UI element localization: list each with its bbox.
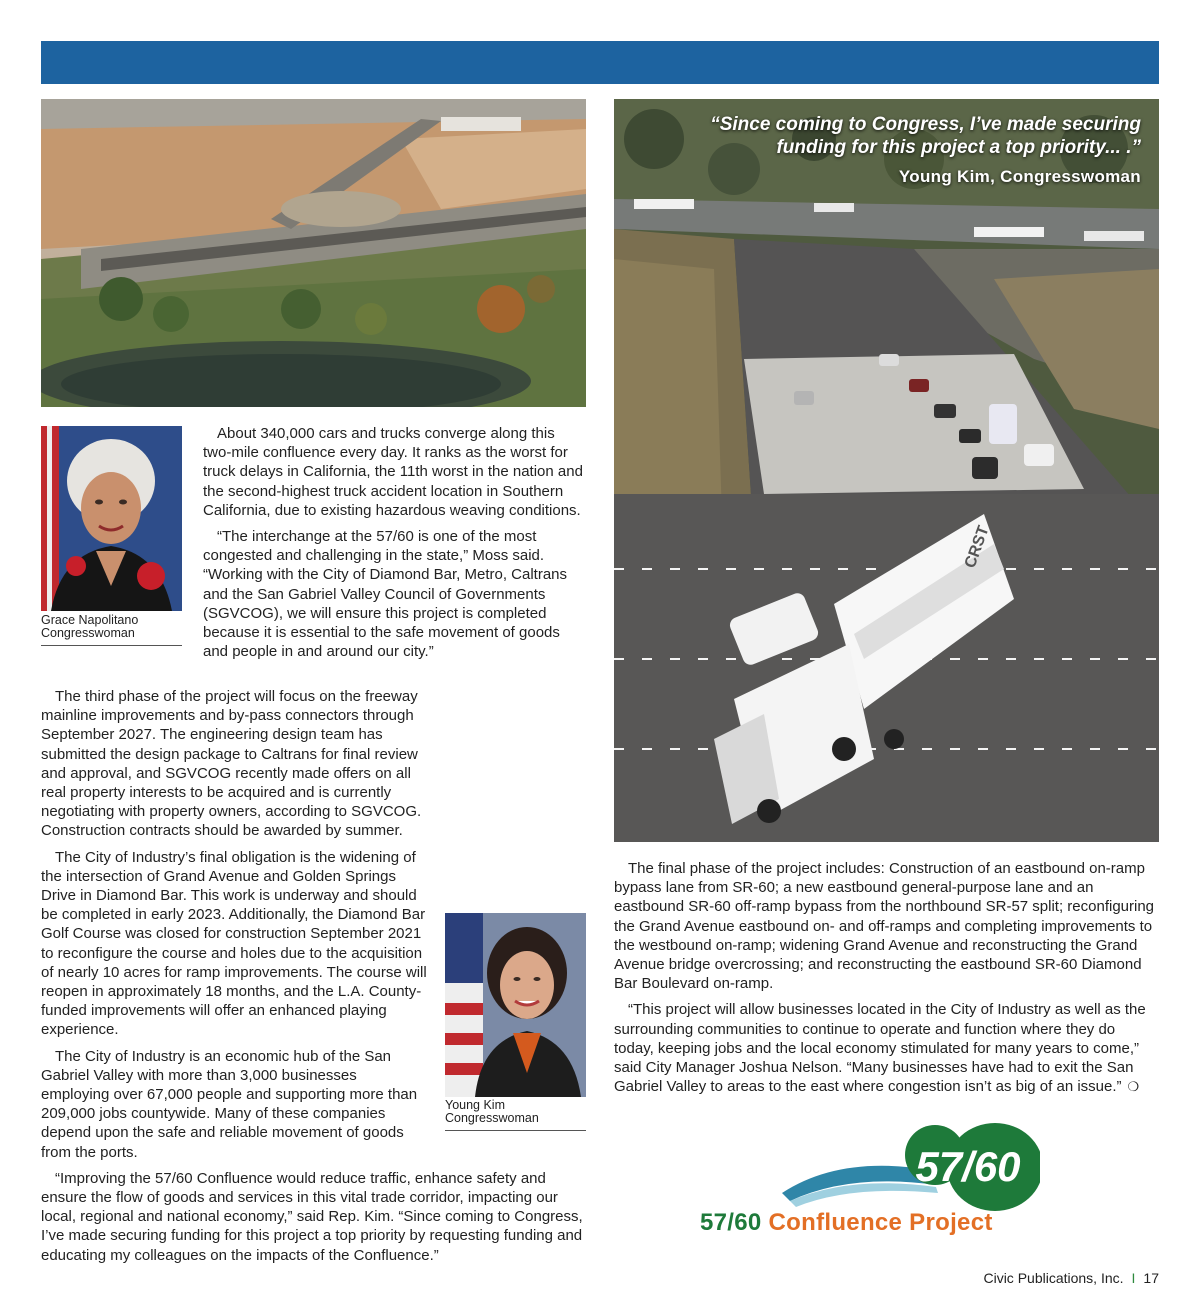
intersection-truck-photo [614, 99, 1159, 842]
left-column-bottom [41, 687, 586, 1265]
logo-title-text: Confluence Project [768, 1209, 993, 1236]
body-paragraph: “Improving the 57/60 Confluence would reduce traffic, enhance safety and ensure the flow of goods and services in this vital trade corridor, impacting our local, regional and national economy,” said Rep. Kim. “Since coming to Congress, I’ve made securing funding for this project a top priority by requesting funding and educating my colleagues on the impacts of the Confluence.” [41, 1169, 583, 1264]
caption-young-name: Young Kim [445, 1098, 505, 1112]
page-footer [983, 1270, 1159, 1286]
body-paragraph: The third phase of the project will focus on the freeway mainline improvements and by-pass connectors through September 2027. The engineering design team has submitted the design package to Caltrans for final review and approval, and SGVCOG recently made offers on all real property interests to be acquired and is currently negotiating with property owners, according to SGVCOG. Construction contracts should be awarded by summer. [41, 688, 422, 840]
body-paragraph: The City of Industry’s final obligation is the widening of the intersection of Grand Avenue and Golden Springs Drive in Diamond Bar. This work is underway and should be completed in early 2023. Additionally, the Diamond Bar Golf Course was closed for construction September 2021 to reconfigure the course and holes due to the acquisition of nearly 10 acres for ramp improvements. The course will reopen in approximately 18 months, and the L.A. County-funded improvements will offer an enhanced playing experience. [41, 848, 427, 1039]
left-column-top [41, 424, 586, 661]
header-bar [41, 41, 1159, 84]
caption-grace-title: Congresswoman [41, 626, 135, 640]
body-paragraph-final [614, 1000, 1159, 1096]
pull-quote-text: “Since coming to Congress, I’ve made securing funding for this project a top priority... .” [710, 114, 1141, 158]
pull-quote-attribution: Young Kim, Congresswoman [898, 167, 1141, 186]
aerial-interchange-photo [41, 99, 586, 407]
right-column [614, 859, 1159, 1096]
caption-young-title: Congresswoman [445, 1111, 539, 1125]
logo-title [700, 1209, 993, 1237]
truck-label: CRST [961, 523, 993, 571]
footer-separator: I [1131, 1270, 1136, 1286]
body-paragraph: The City of Industry is an economic hub of the San Gabriel Valley with more than 3,000 businesses employing over 67,000 people and supporting more than 209,000 jobs countywide. Many of these companies depend upon the safe and reliable movement of goods from the ports. [41, 1047, 418, 1161]
body-paragraph-text: “This project will allow businesses located in the City of Industry as well as the surrounding communities to continue to operate and function where they do today, keeping jobs and the local economy stimulated for many years to come,” said City Manager Joshua Nelson. “Many businesses have had to exit the San Gabriel Valley to areas to the east where congestion isn’t as big of an issue.” [614, 1001, 1146, 1096]
body-paragraph: “The interchange at the 57/60 is one of the most congested and challenging in the state,” Moss said. “Working with the City of Diamond Bar, Metro, Caltrans and the San Gabriel Valley Council of Governments (SGVCOG), we will ensure this project is completed because it is essential to the safe movement of goods and people in and around our city.” [203, 528, 568, 661]
body-paragraph: The final phase of the project includes: Construction of an eastbound on-ramp bypass lane from SR-60; a new eastbound general-purpose lane and an eastbound SR-60 off-ramp bypass from the northbound SR-57 split; reconfiguring the Grand Avenue eastbound on- and off-ramps and completing improvements to the westbound on-ramp; widening Grand Avenue and reconstructing the Grand Avenue bridge overcrossing; and reconstructing the eastbound SR-60 Diamond Bar Boulevard on-ramp. [614, 860, 1155, 993]
logo-badge-text: 57/60 [915, 1143, 1021, 1190]
footer-publisher: Civic Publications, Inc. [983, 1270, 1124, 1286]
end-mark-icon: ❍ [1127, 1079, 1140, 1095]
pull-quote [671, 113, 1141, 188]
body-paragraph: About 340,000 cars and trucks converge along this two-mile confluence every day. It ranks as the worst for truck delays in California, the 11th worst in the nation and the second-highest truck accident location in Southern California, due to existing hazardous weaving conditions. [203, 425, 583, 519]
page-number: 17 [1143, 1270, 1159, 1286]
caption-grace-name: Grace Napolitano [41, 613, 139, 627]
logo-title-number: 57/60 [700, 1209, 762, 1236]
